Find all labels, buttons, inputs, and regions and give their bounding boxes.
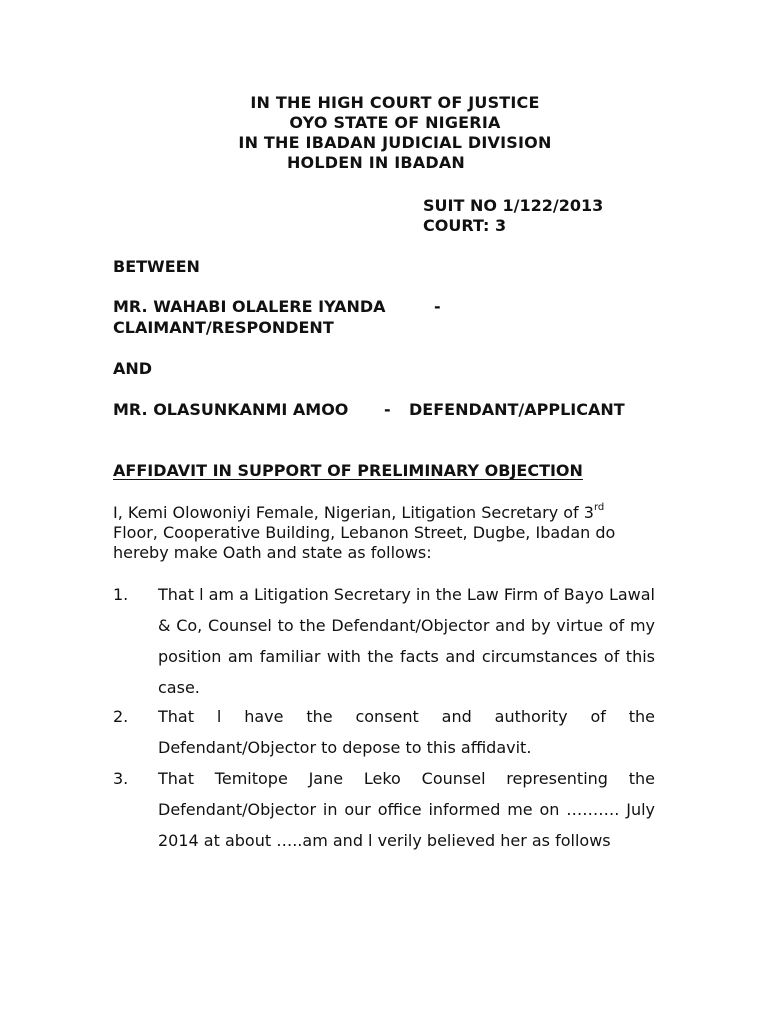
claimant-dash: - [434,297,441,316]
paragraph-number: 1. [113,585,129,604]
court-heading-line-4: HOLDEN IN IBADAN [286,153,466,172]
intro-text-start: I, Kemi Olowoniyi Female, Nigerian, Litigation Secretary of 3 [113,503,594,522]
suit-details [423,196,603,236]
document-title: AFFIDAVIT IN SUPPORT OF PRELIMINARY OBJECTION [113,461,583,480]
court-heading-line-3: IN THE IBADAN JUDICIAL DIVISION [238,133,552,152]
ordinal-superscript: rd [593,501,605,513]
paragraph-text: That Temitope Jane Leko Counsel representing the Defendant/Objector in our office informed me on ………. July 2014 at about …..am and l verily believed her as follows [158,769,655,850]
court-heading [0,93,768,173]
paragraph-number: 3. [113,769,129,788]
and-label: AND [113,359,153,378]
defendant-role: DEFENDANT/APPLICANT [409,400,625,419]
paragraph-1 [113,579,655,703]
court-heading-line-2: OYO STATE OF NIGERIA [289,113,501,132]
court-number: COURT: 3 [423,216,507,235]
paragraph-2 [113,701,655,763]
paragraph-text: That l am a Litigation Secretary in the Law Firm of Bayo Lawal & Co, Counsel to the Defendant/Objector and by virtue of my position am familiar with the facts and circumstances of this case. [158,585,655,697]
intro-text-end: Floor, Cooperative Building, Lebanon Street, Dugbe, Ibadan do hereby make Oath and state as follows: [113,523,616,562]
between-label: BETWEEN [113,257,200,276]
claimant-role: CLAIMANT/RESPONDENT [113,318,334,337]
defendant-dash: - [384,400,391,419]
suit-number: SUIT NO 1/122/2013 [423,196,604,215]
defendant-name: MR. OLASUNKANMI AMOO [113,400,349,419]
paragraph-number: 2. [113,707,129,726]
paragraph-text: That l have the consent and authority of the Defendant/Objector to depose to this affidavit. [158,707,655,757]
court-heading-line-1: IN THE HIGH COURT OF JUSTICE [250,93,540,112]
paragraph-3 [113,763,655,856]
claimant-name: MR. WAHABI OLALERE IYANDA [113,297,386,316]
deponent-intro [113,503,653,563]
